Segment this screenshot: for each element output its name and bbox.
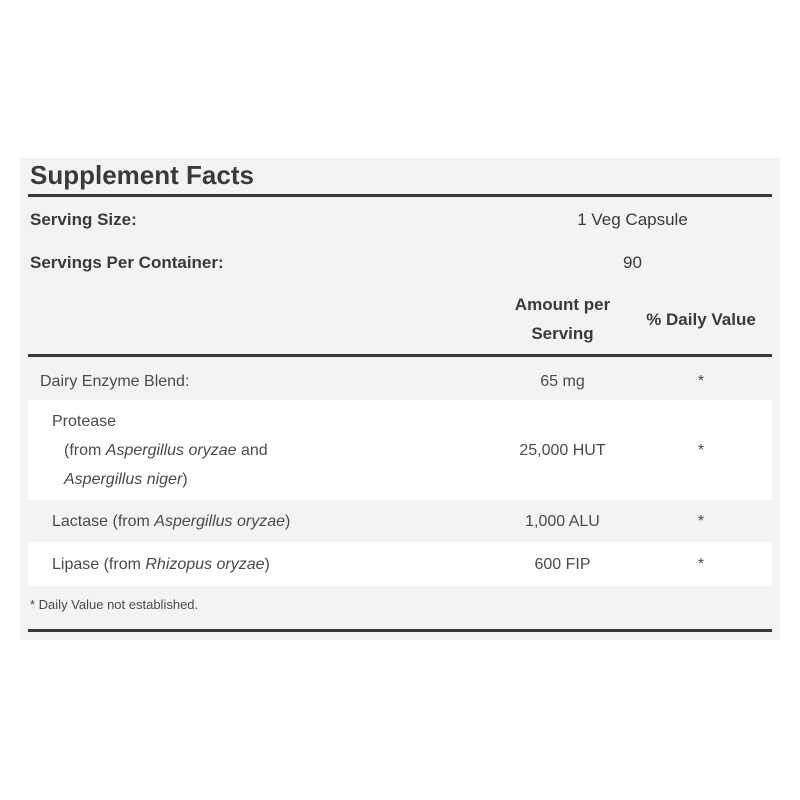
table-row: [28, 542, 772, 586]
servings-per-container-value: 90: [623, 253, 642, 272]
daily-value-header: % Daily Value: [646, 309, 756, 329]
table-row: [28, 365, 772, 400]
ingredient-amount: 25,000 HUT: [519, 442, 606, 459]
footnote: * Daily Value not established.: [30, 597, 199, 612]
ingredient-source-line2: Aspergillus niger): [64, 471, 188, 488]
header-rule: [28, 354, 772, 357]
bottom-rule: [28, 629, 772, 632]
ingredient-name: Lipase (from Rhizopus oryzae): [52, 556, 270, 573]
ingredient-daily-value: *: [697, 556, 705, 573]
ingredient-name: Protease: [52, 413, 117, 430]
ingredient-daily-value: *: [697, 442, 705, 459]
panel-title: Supplement Facts: [30, 160, 254, 190]
ingredient-amount: 65 mg: [540, 373, 585, 390]
ingredient-daily-value: *: [697, 513, 705, 530]
table-row: [28, 400, 772, 500]
ingredient-name: Dairy Enzyme Blend:: [40, 373, 190, 390]
servings-per-container-label: Servings Per Container:: [30, 253, 224, 272]
ingredient-source-line1: (from Aspergillus oryzae and: [64, 442, 268, 459]
ingredient-amount: 1,000 ALU: [525, 513, 600, 530]
table-row: [28, 500, 772, 542]
title-rule: [28, 194, 772, 197]
ingredient-daily-value: *: [697, 373, 705, 390]
serving-size-value: 1 Veg Capsule: [577, 210, 688, 229]
amount-per-serving-header: [495, 290, 630, 348]
ingredient-name: Lactase (from Aspergillus oryzae): [52, 513, 291, 530]
amount-header-line1: Amount per: [514, 295, 611, 314]
amount-header-line2: Serving: [531, 324, 594, 343]
ingredient-amount: 600 FIP: [534, 556, 591, 573]
serving-size-label: Serving Size:: [30, 210, 137, 229]
